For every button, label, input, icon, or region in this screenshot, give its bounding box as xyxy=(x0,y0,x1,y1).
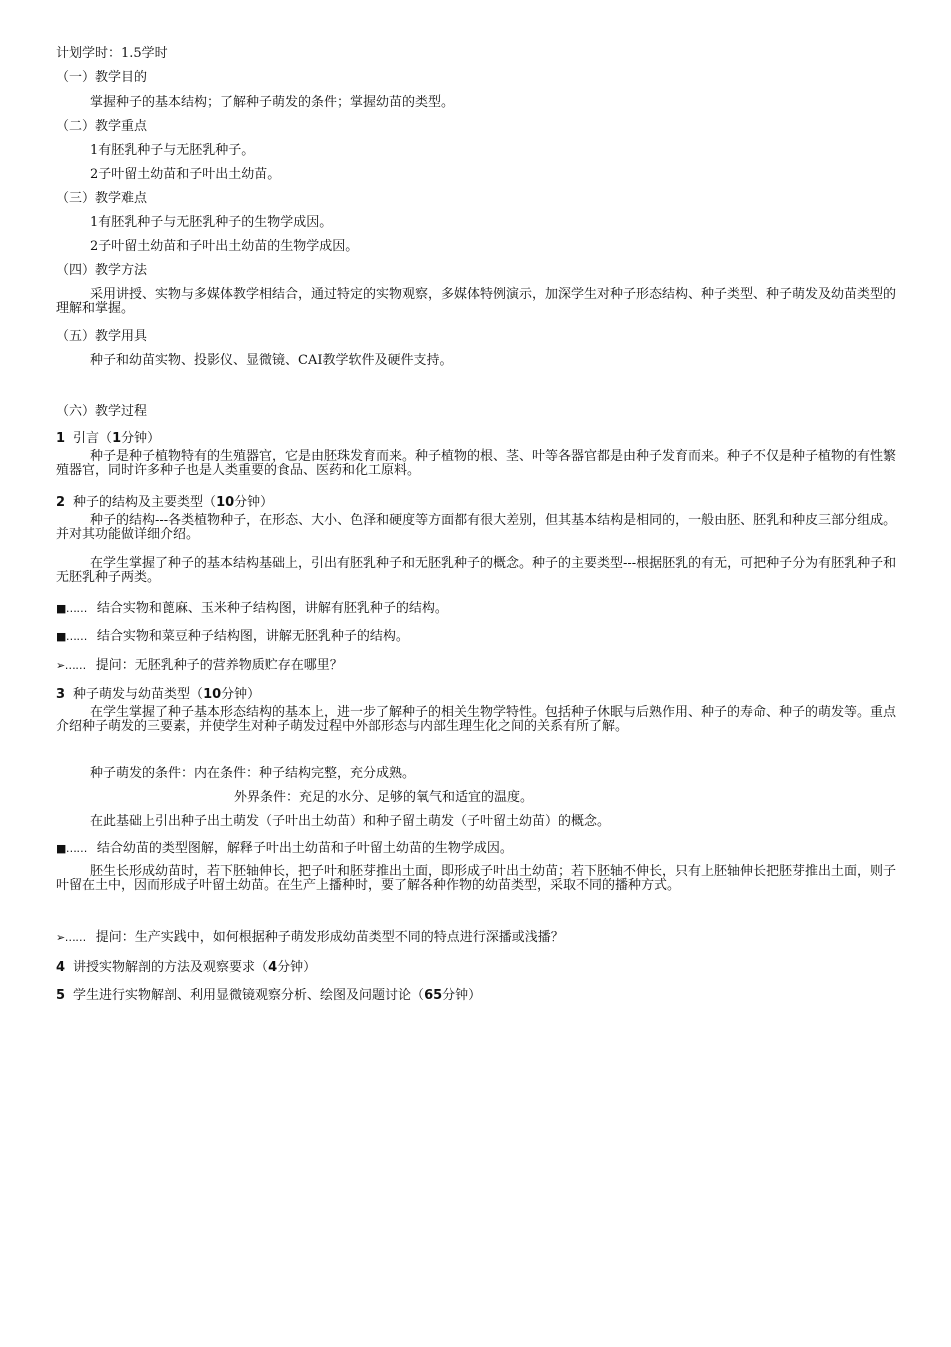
section-title-difficulties: （三）教学难点 xyxy=(56,191,148,206)
question-item xyxy=(56,658,343,674)
square-bullet-icon: ■…… xyxy=(56,630,87,643)
part-3-heading xyxy=(56,687,260,703)
seed-structure-text: 种子的结构---各类植物种子，在形态、大小、色泽和硬度等方面都有很大差别，但其基本结构是相同的，一般由胚、胚乳和种皮三部分组成。并对其功能做详细介绍。 xyxy=(56,513,897,542)
part-minutes: 65 xyxy=(424,988,443,1003)
part-5-heading xyxy=(56,988,481,1004)
bullet-text: 结合实物和菜豆种子结构图，讲解无胚乳种子的结构。 xyxy=(96,629,409,644)
arrow-bullet-icon: ➢…… xyxy=(56,931,86,944)
square-bullet-icon: ■…… xyxy=(56,602,87,615)
methods-text: 采用讲授、实物与多媒体教学相结合，通过特定的实物观察，多媒体特例演示，加深学生对种子形态结构、种子类型、种子萌发及幼苗类型的理解和掌握。 xyxy=(56,287,897,316)
part-number: 1 xyxy=(56,431,66,446)
square-bullet-icon: ■…… xyxy=(56,842,87,855)
part-title-suffix: 分钟） xyxy=(234,495,274,510)
section-title-methods: （四）教学方法 xyxy=(56,263,148,278)
seedling-concept-text: 在此基础上引出种子出土萌发（子叶出土幼苗）和种子留土萌发（子叶留土幼苗）的概念。 xyxy=(90,814,611,829)
part-title: 学生进行实物解剖、利用显微镜观察分析、绘图及问题讨论（ xyxy=(73,988,425,1003)
seedling-types-text: 胚生长形成幼苗时，若下胚轴伸长，把子叶和胚芽推出土面，即形成子叶出土幼苗；若下胚轴不伸长，只有上胚轴伸长把胚芽推出土面，则子叶留在土中，因而形成子叶留土幼苗。在生产上播种时，要了解各种作物的幼苗类型，采取不同的播种方式。 xyxy=(56,864,897,893)
part-minutes: 1 xyxy=(112,431,122,446)
germination-text: 在学生掌握了种子基本形态结构的基本上，进一步了解种子的相关生物学特性。包括种子休眠与后熟作用、种子的寿命、种子的萌发等。重点介绍种子萌发的三要素，并使学生对种子萌发过程中外部形态与内部生理生化之间的关系有所了解。 xyxy=(56,705,897,734)
bullet-item xyxy=(56,841,513,857)
question-item xyxy=(56,930,564,946)
part-number: 4 xyxy=(56,960,66,975)
objectives-text: 掌握种子的基本结构；了解种子萌发的条件；掌握幼苗的类型。 xyxy=(90,95,455,110)
part-number: 3 xyxy=(56,687,66,702)
bullet-item xyxy=(56,601,448,617)
part-2-heading xyxy=(56,495,273,511)
intro-text: 种子是种子植物特有的生殖器官，它是由胚珠发育而来。种子植物的根、茎、叶等各器官都是由种子发育而来。种子不仅是种子植物的有性繁殖器官，同时许多种子也是人类重要的食品、医药和化工原料。 xyxy=(56,449,897,478)
part-minutes: 4 xyxy=(268,960,278,975)
part-title-suffix: 分钟） xyxy=(277,960,317,975)
key-point-item: 2子叶留土幼苗和子叶出土幼苗。 xyxy=(90,167,281,182)
question-text: 提问：无胚乳种子的营养物质贮存在哪里？ xyxy=(95,658,343,673)
part-title-suffix: 分钟） xyxy=(221,687,261,702)
difficulty-item: 1有胚乳种子与无胚乳种子的生物学成因。 xyxy=(90,215,333,230)
part-4-heading xyxy=(56,960,316,976)
part-title: 引言（ xyxy=(73,431,113,446)
part-1-heading xyxy=(56,431,160,447)
bullet-text: 结合幼苗的类型图解，解释子叶出土幼苗和子叶留土幼苗的生物学成因。 xyxy=(96,841,513,856)
section-title-objectives: （一）教学目的 xyxy=(56,70,148,85)
germination-conditions-internal: 种子萌发的条件：内在条件：种子结构完整，充分成熟。 xyxy=(90,766,416,781)
plan-hours: 计划学时：1.5学时 xyxy=(56,46,168,61)
section-title-key-points: （二）教学重点 xyxy=(56,119,148,134)
section-title-tools: （五）教学用具 xyxy=(56,329,148,344)
question-text: 提问：生产实践中，如何根据种子萌发形成幼苗类型不同的特点进行深播或浅播？ xyxy=(95,930,564,945)
part-title-suffix: 分钟） xyxy=(442,988,482,1003)
bullet-text: 结合实物和蓖麻、玉米种子结构图，讲解有胚乳种子的结构。 xyxy=(96,601,448,616)
germination-conditions-external: 外界条件：充足的水分、足够的氧气和适宜的温度。 xyxy=(234,790,534,805)
seed-types-text: 在学生掌握了种子的基本结构基础上，引出有胚乳种子和无胚乳种子的概念。种子的主要类型---根据胚乳的有无，可把种子分为有胚乳种子和无胚乳种子两类。 xyxy=(56,556,897,585)
tools-text: 种子和幼苗实物、投影仪、显微镜、CAI教学软件及硬件支持。 xyxy=(90,353,453,368)
part-title: 讲授实物解剖的方法及观察要求（ xyxy=(73,960,269,975)
arrow-bullet-icon: ➢…… xyxy=(56,659,86,672)
part-minutes: 10 xyxy=(216,495,235,510)
part-number: 2 xyxy=(56,495,66,510)
difficulty-item: 2子叶留土幼苗和子叶出土幼苗的生物学成因。 xyxy=(90,239,359,254)
part-number: 5 xyxy=(56,988,66,1003)
bullet-item xyxy=(56,629,409,645)
key-point-item: 1有胚乳种子与无胚乳种子。 xyxy=(90,143,255,158)
section-title-process: （六）教学过程 xyxy=(56,404,148,419)
part-title: 种子萌发与幼苗类型（ xyxy=(73,687,204,702)
part-minutes: 10 xyxy=(203,687,222,702)
part-title: 种子的结构及主要类型（ xyxy=(73,495,217,510)
part-title-suffix: 分钟） xyxy=(121,431,161,446)
